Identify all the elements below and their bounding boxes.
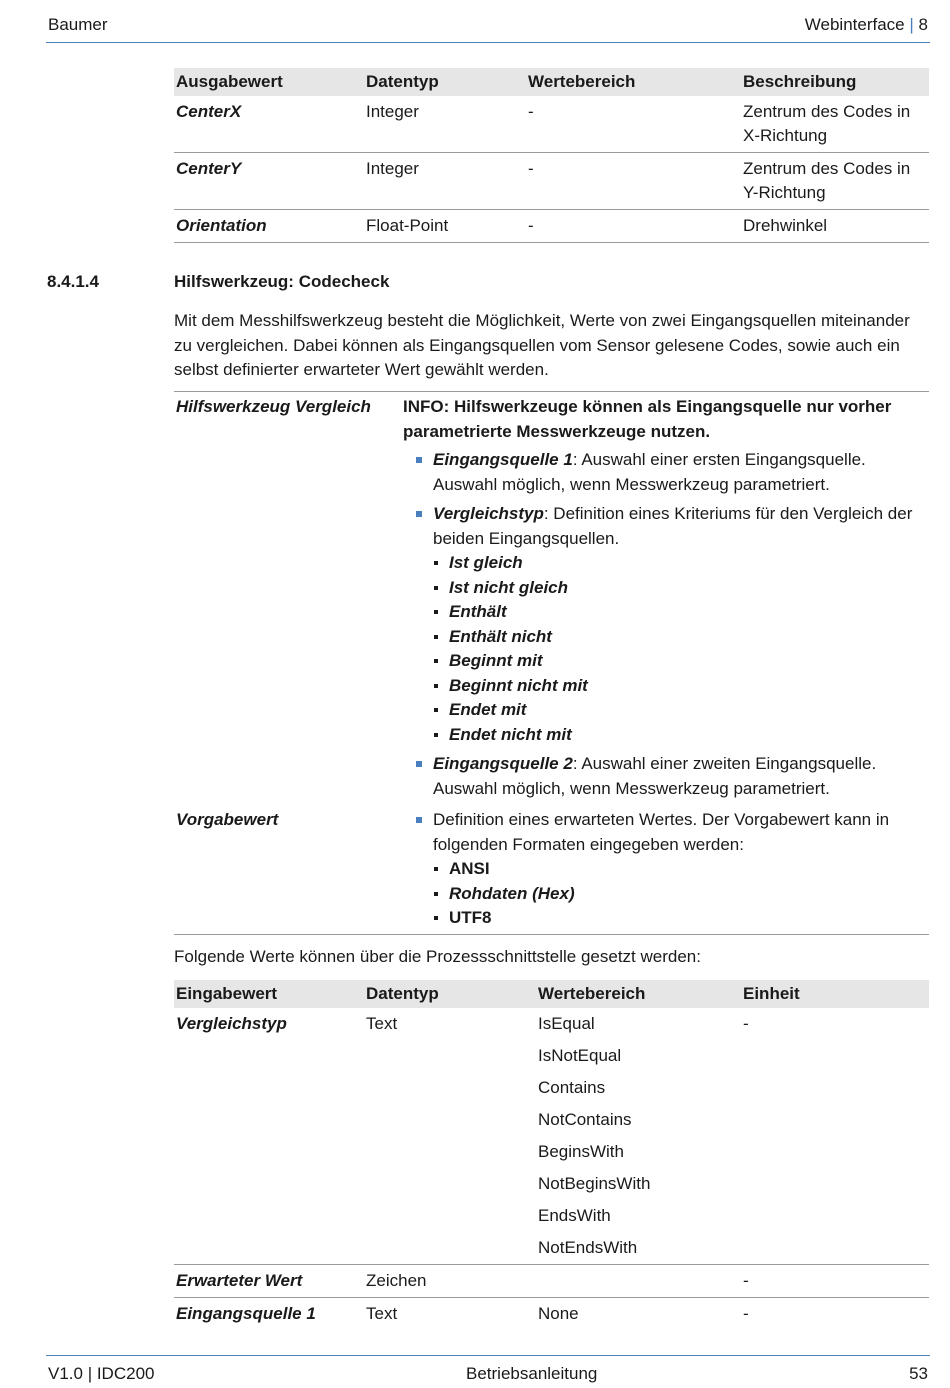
list-item bbox=[403, 752, 929, 801]
range-value: IsNotEqual bbox=[538, 1046, 622, 1065]
table-header-row bbox=[174, 980, 929, 1008]
param-list bbox=[403, 448, 929, 801]
range-value: Contains bbox=[538, 1078, 606, 1097]
value-name: CenterX bbox=[174, 96, 364, 153]
comparison-options bbox=[433, 551, 929, 747]
value-name: Vergleichstyp bbox=[174, 1008, 364, 1265]
output-values-table bbox=[174, 68, 929, 243]
param-label-compare: Hilfswerkzeug Vergleich bbox=[176, 397, 371, 416]
value-range: None bbox=[538, 1304, 579, 1323]
list-item bbox=[403, 502, 929, 747]
term-text: : Auswahl einer zweiten Eingangsquelle. Auswahl möglich, wenn Messwerkzeug parametriert. bbox=[433, 754, 877, 798]
data-type: Integer bbox=[364, 153, 526, 210]
table-row bbox=[174, 96, 929, 153]
description: Zentrum des Codes in X-Richtung bbox=[741, 96, 929, 153]
value-name: Orientation bbox=[174, 210, 364, 243]
data-type: Float-Point bbox=[364, 210, 526, 243]
table-row bbox=[174, 1008, 929, 1265]
page-number: 53 bbox=[909, 1364, 928, 1383]
param-content-default bbox=[403, 804, 929, 936]
format-options bbox=[433, 857, 929, 931]
info-note: INFO: Hilfswerkzeuge können als Eingangsquelle nur vorher parametrierte Messwerkzeuge nutzen. bbox=[403, 397, 892, 441]
param-content-compare bbox=[403, 395, 929, 806]
column-header: Beschreibung bbox=[741, 68, 929, 96]
term-text: : Definition eines Kriteriums für den Vergleich der beiden Eingangsquellen. bbox=[433, 504, 913, 548]
term-text: : Auswahl einer ersten Eingangsquelle. Auswahl möglich, wenn Messwerkzeug parametriert. bbox=[433, 450, 866, 494]
page-footer bbox=[46, 1355, 930, 1388]
data-type: Text bbox=[366, 1304, 398, 1323]
range-value: IsEqual bbox=[538, 1014, 595, 1033]
input-values-table bbox=[174, 980, 929, 1330]
unit: - bbox=[743, 1304, 749, 1323]
term: Vergleichstyp bbox=[433, 504, 544, 523]
data-type: Zeichen bbox=[364, 1265, 536, 1298]
column-header: Einheit bbox=[741, 980, 929, 1008]
term-text: Definition eines erwarteten Wertes. Der Vorgabewert kann in folgenden Formaten eingegeben werden: bbox=[433, 810, 890, 854]
range-value: NotEndsWith bbox=[538, 1238, 638, 1257]
value-range bbox=[536, 1265, 741, 1298]
param-label-default: Vorgabewert bbox=[176, 810, 279, 829]
value-range: - bbox=[526, 96, 741, 153]
option-item: Beginnt mit bbox=[433, 649, 929, 674]
section-intro: Mit dem Messhilfswerkzeug besteht die Möglichkeit, Werte von zwei Eingangsquellen miteinander zu vergleichen. Dabei können als Eingangsquellen vom Sensor gelesene Codes, sowie auch ein selbst definierter erwarteter Wert gewählt werden. bbox=[174, 311, 910, 379]
option-item: Beginnt nicht mit bbox=[433, 674, 929, 699]
option-item: ANSI bbox=[433, 857, 929, 882]
table-row bbox=[174, 1265, 929, 1298]
column-header: Wertebereich bbox=[536, 980, 741, 1008]
value-name: Erwarteter Wert bbox=[174, 1265, 364, 1298]
value-range bbox=[536, 1008, 741, 1265]
header-chapter: 8 bbox=[918, 15, 928, 34]
column-header: Ausgabewert bbox=[174, 68, 364, 96]
option-item: Enthält nicht bbox=[433, 625, 929, 650]
option-item: Rohdaten (Hex) bbox=[433, 882, 929, 907]
column-header: Wertebereich bbox=[526, 68, 741, 96]
term: Eingangsquelle 2 bbox=[433, 754, 573, 773]
option-item: Enthält bbox=[433, 600, 929, 625]
description: Drehwinkel bbox=[741, 210, 929, 243]
unit: - bbox=[741, 1008, 929, 1265]
term: Eingangsquelle 1 bbox=[433, 450, 573, 469]
column-header: Datentyp bbox=[364, 980, 536, 1008]
data-type: Text bbox=[364, 1008, 536, 1265]
value-range: - bbox=[526, 153, 741, 210]
process-interface-text: Folgende Werte können über die Prozessschnittstelle gesetzt werden: bbox=[174, 947, 701, 966]
value-range: - bbox=[526, 210, 741, 243]
footer-doc-title: Betriebsanleitung bbox=[466, 1364, 598, 1383]
value-name: Eingangsquelle 1 bbox=[176, 1304, 316, 1323]
param-list bbox=[403, 808, 929, 931]
range-value: EndsWith bbox=[538, 1206, 611, 1225]
page-header bbox=[46, 12, 930, 43]
header-right bbox=[805, 15, 928, 35]
section-title: Hilfswerkzeug: Codecheck bbox=[174, 272, 390, 291]
table-row bbox=[174, 1298, 929, 1331]
header-company: Baumer bbox=[48, 15, 108, 34]
column-header: Datentyp bbox=[364, 68, 526, 96]
unit: - bbox=[741, 1265, 929, 1298]
range-value: NotContains bbox=[538, 1110, 632, 1129]
option-item: UTF8 bbox=[433, 906, 929, 931]
header-separator: | bbox=[909, 15, 914, 34]
footer-version: V1.0 | IDC200 bbox=[48, 1364, 155, 1383]
section-number: 8.4.1.4 bbox=[47, 272, 99, 291]
table-row bbox=[174, 210, 929, 243]
parameter-box bbox=[174, 391, 929, 935]
list-item bbox=[403, 808, 929, 931]
range-value: BeginsWith bbox=[538, 1142, 624, 1161]
range-value: NotBeginsWith bbox=[538, 1174, 651, 1193]
option-item: Ist nicht gleich bbox=[433, 576, 929, 601]
table-row bbox=[174, 153, 929, 210]
option-item: Endet mit bbox=[433, 698, 929, 723]
column-header: Eingabewert bbox=[174, 980, 364, 1008]
data-type: Integer bbox=[364, 96, 526, 153]
description: Zentrum des Codes in Y-Richtung bbox=[741, 153, 929, 210]
header-section: Webinterface bbox=[804, 15, 905, 34]
option-item: Endet nicht mit bbox=[433, 723, 929, 748]
table-header-row bbox=[174, 68, 929, 96]
option-item: Ist gleich bbox=[433, 551, 929, 576]
list-item bbox=[403, 448, 929, 497]
value-name: CenterY bbox=[174, 153, 364, 210]
